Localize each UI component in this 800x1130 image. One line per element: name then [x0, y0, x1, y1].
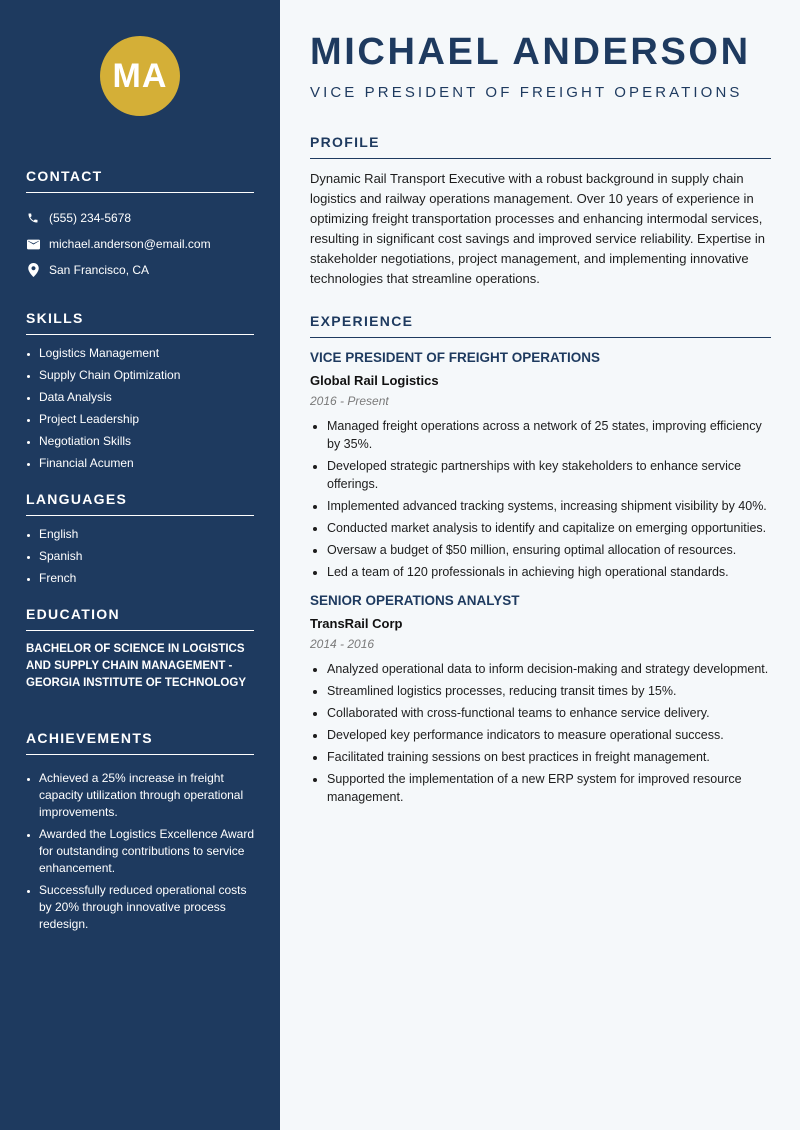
main-content: [280, 0, 800, 1130]
contact-heading: CONTACT: [26, 168, 254, 193]
skills-list: [26, 335, 254, 472]
list-item: • Collaborated with cross-functional teams to enhance service delivery.: [327, 704, 771, 722]
list-item: • Achieved a 25% increase in freight capacity utilization through operational improvements.: [39, 770, 254, 821]
list-item: • Developed strategic partnerships with key stakeholders to enhance service offerings.: [327, 457, 771, 493]
achievements-section: [26, 730, 254, 933]
job-entry: [310, 350, 771, 581]
job-dates: 2014 - 2016: [310, 637, 375, 651]
skills-section: [26, 310, 254, 472]
achievements-list: [26, 755, 254, 933]
list-item: • Analyzed operational data to inform decision-making and strategy development.: [327, 660, 771, 678]
list-item: • Led a team of 120 professionals in achieving high operational standards.: [327, 563, 771, 581]
skills-heading: SKILLS: [26, 310, 254, 335]
list-item: • Data Analysis: [39, 389, 254, 406]
list-item: • Negotiation Skills: [39, 433, 254, 450]
education-degree: BACHELOR OF SCIENCE IN LOGISTICS AND SUPPLY CHAIN MANAGEMENT - GEORGIA INSTITUTE OF TECHNOLOGY: [26, 643, 246, 689]
experience-section: [310, 313, 771, 806]
list-item: • Project Leadership: [39, 411, 254, 428]
list-item: • Financial Acumen: [39, 455, 254, 472]
job-bullets: [310, 417, 771, 581]
candidate-title: VICE PRESIDENT OF FREIGHT OPERATIONS: [310, 84, 743, 101]
list-item: • Managed freight operations across a network of 25 states, improving efficiency by 35%.: [327, 417, 771, 453]
candidate-name: MICHAEL ANDERSON: [310, 31, 751, 73]
languages-list: [26, 516, 254, 587]
list-item: • Supported the implementation of a new ERP system for improved resource management.: [327, 770, 771, 806]
list-item: • Successfully reduced operational costs by 20% through innovative process redesign.: [39, 882, 254, 933]
list-item: • Implemented advanced tracking systems, increasing shipment visibility by 40%.: [327, 497, 771, 515]
email-icon: [26, 237, 40, 251]
job-entry: [310, 593, 771, 806]
job-role: VICE PRESIDENT OF FREIGHT OPERATIONS: [310, 350, 601, 365]
job-dates: 2016 - Present: [310, 394, 389, 408]
education-section: [26, 606, 254, 692]
profile-summary: Dynamic Rail Transport Executive with a robust background in supply chain logistics and railway operations management. Over 10 years of experience in optimizing freight transportation processes and enhancing intermodal services, resulting in significant cost savings and improved service reliability. Expertise in stakeholder negotiations, project management, and implementing innovative technologies that streamline operations.: [310, 171, 765, 286]
list-item: • French: [39, 570, 254, 587]
list-item: • Spanish: [39, 548, 254, 565]
list-item: • Supply Chain Optimization: [39, 367, 254, 384]
profile-heading: PROFILE: [310, 134, 771, 159]
education-heading: EDUCATION: [26, 606, 254, 631]
contact-phone: [26, 205, 254, 231]
phone-icon: [26, 211, 40, 225]
list-item: • Awarded the Logistics Excellence Award for outstanding contributions to service enhancement.: [39, 826, 254, 877]
avatar: MA: [100, 36, 180, 116]
list-item: • Logistics Management: [39, 345, 254, 362]
list-item: • Developed key performance indicators to measure operational success.: [327, 726, 771, 744]
contact-email-text[interactable]: michael.anderson@email.com: [49, 237, 211, 251]
job-company: TransRail Corp: [310, 616, 403, 631]
job-role: SENIOR OPERATIONS ANALYST: [310, 593, 520, 608]
location-pin-icon: [26, 263, 40, 277]
list-item: • Facilitated training sessions on best practices in freight management.: [327, 748, 771, 766]
contact-location: [26, 257, 254, 283]
list-item: • Oversaw a budget of $50 million, ensuring optimal allocation of resources.: [327, 541, 771, 559]
list-item: • Conducted market analysis to identify and capitalize on emerging opportunities.: [327, 519, 771, 537]
languages-heading: LANGUAGES: [26, 491, 254, 516]
job-bullets: [310, 660, 771, 806]
contact-location-text: San Francisco, CA: [49, 263, 150, 277]
job-company: Global Rail Logistics: [310, 373, 439, 388]
languages-section: [26, 491, 254, 587]
contact-section: [26, 168, 254, 283]
contact-phone-text: (555) 234-5678: [49, 211, 132, 225]
list-item: • English: [39, 526, 254, 543]
list-item: • Streamlined logistics processes, reducing transit times by 15%.: [327, 682, 771, 700]
experience-heading: EXPERIENCE: [310, 313, 771, 338]
contact-email: [26, 231, 254, 257]
achievements-heading: ACHIEVEMENTS: [26, 730, 254, 755]
contact-list: [26, 193, 254, 283]
profile-section: [310, 134, 771, 289]
sidebar: [0, 0, 280, 1130]
